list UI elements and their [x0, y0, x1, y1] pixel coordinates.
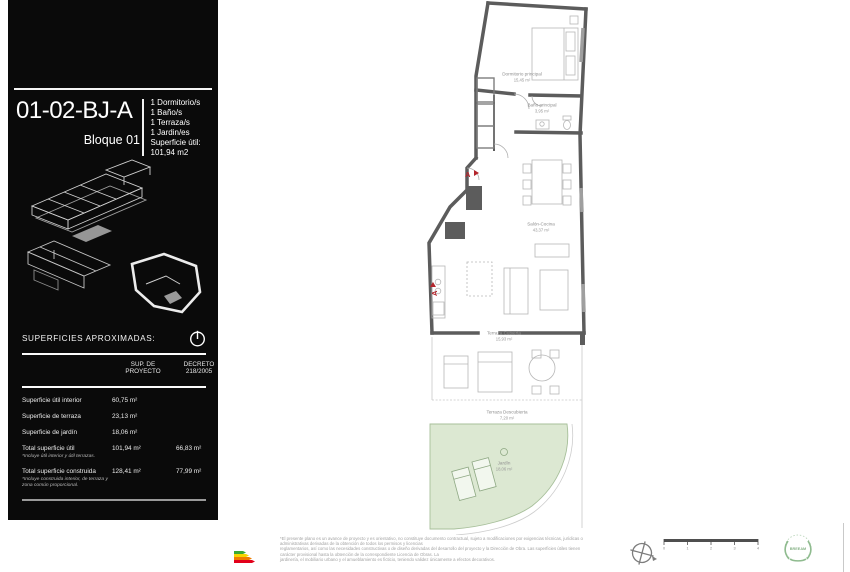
unit-code: 01-02-BJ-A	[16, 97, 133, 124]
table-row: Superficie de jardín 18,06 m²	[22, 428, 138, 436]
room-label-jardin: Jardín 18,06 m²	[495, 460, 513, 471]
disclaimer-line: *El presente plano es un avance de proyecto y es orientativo, no constituye documento contractual, sujeto a modificaciones por exigencias técnicas, jurídicas o	[280, 536, 583, 541]
surfaces-table-heading: SUPERFICIES APROXIMADAS:	[22, 334, 156, 343]
room-label-terraza-cubierta: Terraza Cubierta 15,93 m²	[487, 330, 521, 341]
highlighted-unit-shape	[72, 225, 112, 242]
unit-keyplan-shape	[132, 254, 200, 312]
building-wireframe	[32, 160, 150, 232]
sidebar	[8, 0, 218, 520]
compass-icon	[628, 538, 658, 568]
room-label-bano: Baño principal 3,95 m²	[527, 102, 557, 113]
scale-bar	[662, 536, 762, 552]
table-row: Superficie útil interior 60,75 m²	[22, 396, 138, 404]
building-axonometric-graphic	[14, 158, 214, 326]
svg-text:4: 4	[756, 546, 760, 551]
lower-building-wireframe	[28, 241, 110, 290]
sheet-edge-line	[843, 523, 844, 572]
svg-text:3: 3	[733, 546, 736, 551]
table-rule-bottom	[22, 499, 206, 502]
section-marker-a-top	[465, 170, 479, 179]
walls	[429, 3, 586, 333]
floor-plan	[420, 0, 650, 535]
table-row: Superficie de terraza 23,13 m²	[22, 412, 138, 420]
room-label-salon: Salón-Cocina 43,37 m²	[527, 221, 555, 232]
table-column-headers	[22, 355, 215, 380]
unit-header	[16, 97, 215, 158]
spec-bathrooms: 1 Baño/s	[150, 108, 183, 117]
energy-rating-icon	[234, 551, 260, 563]
svg-text:A: A	[430, 290, 439, 296]
table-row: Total superficie útil *Incluye útil interior y útil terrazas. 101,94 m² 66,83 m²	[22, 444, 202, 459]
breeam-logo	[782, 533, 814, 565]
col-header-decreto: DECRETO 218/2005	[183, 360, 215, 376]
disclaimer-line: administrativas derivadas de la obtención de todos los permisos y licencias	[280, 541, 423, 547]
spec-gardens: 1 Jardin/es	[150, 128, 190, 137]
svg-text:A: A	[465, 170, 471, 179]
unit-specs	[144, 97, 201, 158]
wall-piers	[445, 186, 585, 345]
room-label-terraza-descubierta: Terraza Descubierta 7,20 m²	[486, 409, 528, 420]
svg-text:2: 2	[709, 546, 713, 551]
col-header-proyecto: SUP. DE PROYECTO	[125, 360, 161, 376]
legal-disclaimer	[280, 536, 644, 562]
unit-title-block	[16, 97, 142, 158]
spec-superficie-value: 101,94 m2	[150, 148, 189, 157]
wardrobes	[477, 78, 494, 148]
sidebar-divider-line	[14, 88, 212, 90]
spec-terraces: 1 Terraza/s	[150, 118, 190, 127]
table-rule-mid	[22, 386, 206, 388]
disclaimer-line: reglamentarios, así como las necesidades constructivas o de diseño derivadas del desarrollo del proyecto y la Dirección de Obra. Las superficies útiles tienen	[280, 546, 581, 552]
spec-bedrooms: 1 Dormitorio/s	[150, 98, 201, 107]
room-label-dormitorio: Dormitorio principal 15,45 m²	[502, 71, 542, 82]
svg-text:0: 0	[662, 546, 666, 551]
surfaces-table	[22, 330, 215, 501]
disclaimer-line: jardinería, el mobiliario urbano y el amueblamiento es ficticio, teniendo validez únicamente a efectos decorativos.	[280, 556, 495, 562]
svg-text:1: 1	[686, 546, 689, 551]
table-row: Total superficie construida *Incluye construida interior, de terraza y zona común proporcional. 128,41 m² 77,99 m²	[22, 468, 202, 489]
block-name: Bloque 01	[83, 133, 140, 147]
spec-superficie-label: Superficie útil:	[150, 138, 201, 147]
north-orientation-icon	[189, 330, 206, 347]
disclaimer-line: carácter provisional hasta la obtención de la correspondiente Licencia de Obras. La	[280, 551, 439, 557]
svg-text:BREEAM: BREEAM	[789, 547, 807, 551]
garden-area	[430, 424, 573, 535]
